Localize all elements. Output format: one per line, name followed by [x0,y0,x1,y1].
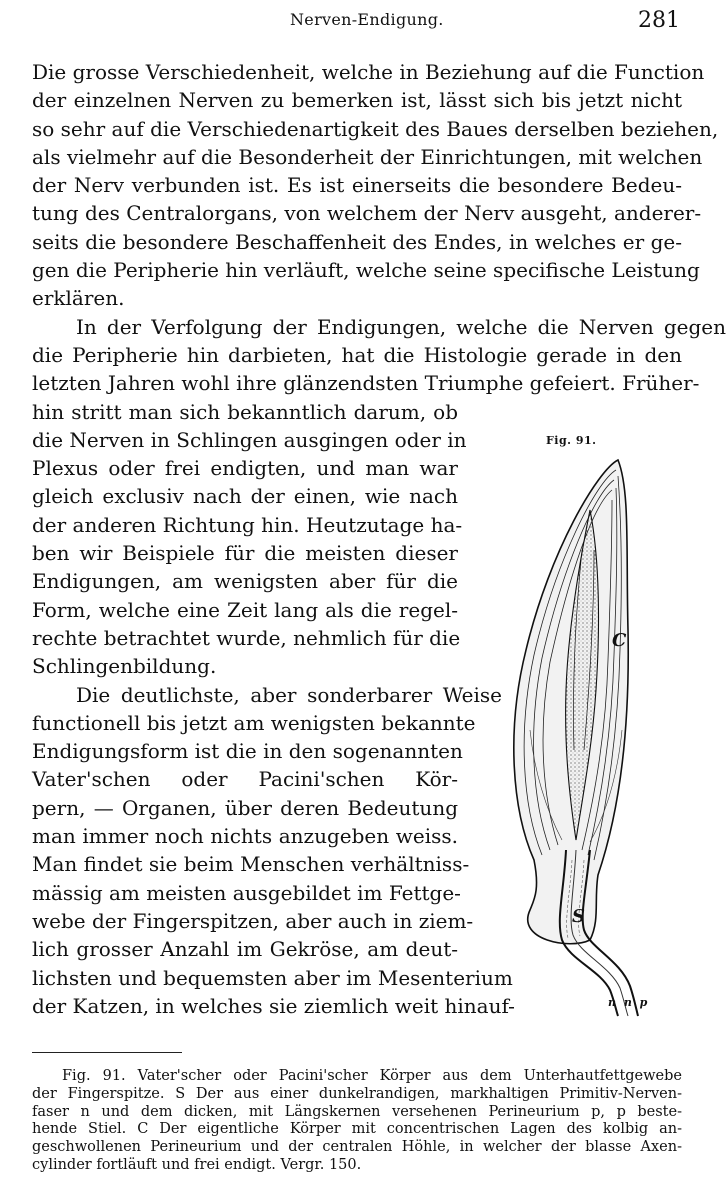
text-line: seits die besondere Beschaffenheit des Endes, in welches er ge- [32,229,682,254]
text-line: lichsten und bequemsten aber im Mesenterium [32,965,513,990]
running-head [0,6,708,36]
text-line: tung des Centralorgans, von welchem der Nerv ausgeht, anderer- [32,201,702,226]
page-number: 281 [638,8,680,33]
text-line: gen die Peripherie hin verläuft, welche seine specifische Leistung [32,258,700,283]
text-line: ben wir Beispiele für die meisten dieser [32,541,458,566]
caption-line: geschwollenen Perineurium und der centralen Höhle, in welcher der blasse Axen- [32,1139,682,1156]
text-line: lich grosser Anzahl im Gekröse, am deut- [32,937,458,962]
text-line: gleich exclusiv nach der einen, wie nach [32,484,458,509]
text-line: der Katzen, in welches sie ziemlich weit hinauf- [32,993,515,1018]
caption-line: hende Stiel. C Der eigentliche Körper mit concentrischen Lagen des kolbig an- [32,1121,682,1138]
text-line: mässig am meisten ausgebildet im Fettge- [32,880,461,905]
text-line: die Peripherie hin darbieten, hat die Histologie gerade in den [32,342,682,367]
text-line: Form, welche eine Zeit lang als die regel- [32,597,458,622]
caption-line: Fig. 91. Vater'scher oder Pacini'scher Körper aus dem Unterhautfettgewebe [62,1068,682,1084]
text-line: als vielmehr auf die Besonderheit der Einrichtungen, mit welchen [32,144,703,169]
text-line: der anderen Richtung hin. Heutzutage ha- [32,512,463,537]
text-line: Die grosse Verschiedenheit, welche in Beziehung auf die Function [32,60,705,84]
text-line: Plexus oder frei endigten, und man war [32,456,458,481]
caption-line: cylinder fortläuft und frei endigt. Vergr. 150. [32,1156,362,1173]
text-line: Die deutlichste, aber sonderbarer Weise [76,682,502,707]
text-line: In der Verfolgung der Endigungen, welche die Nerven gegen [76,314,726,339]
text-line: Vater'schen oder Pacini'schen Kör- [32,767,458,792]
text-line: rechte betrachtet wurde, nehmlich für die [32,625,461,650]
text-line: Endigungsform ist die in den sogenannten [32,739,463,764]
text-line: Man findet sie beim Menschen verhältniss- [32,852,470,877]
text-line: letzten Jahren wohl ihre glänzendsten Triumphe gefeiert. Früher- [32,371,700,396]
figure-caption [32,1068,682,1175]
figure-letter-c: C [612,630,627,651]
text-line: Endigungen, am wenigsten aber für die [32,569,458,594]
text-line: erklären. [32,286,125,311]
text-line: pern, — Organen, über deren Bedeutung [32,795,458,820]
text-line: so sehr auf die Verschiedenartigkeit des Baues derselben beziehen, [32,116,719,141]
running-title: Nerven-Endigung. [290,10,444,29]
figure-label: Fig. 91. [546,434,597,447]
text-line: webe der Fingerspitzen, aber auch in ziem- [32,908,474,933]
text-line: Schlingenbildung. [32,654,217,679]
text-line: hin stritt man sich bekanntlich darum, ob [32,399,458,424]
figure-letter-s: S [572,906,585,927]
text-line: functionell bis jetzt am wenigsten bekannte [32,710,476,735]
text-line: man immer noch nichts anzugeben weiss. [32,824,458,849]
pacinian-corpuscle-illustration [490,430,660,1020]
caption-line: faser n und dem dicken, mit Längskernen versehenen Perineurium p, p beste- [32,1103,682,1120]
figure-91 [490,430,660,1020]
text-line: der Nerv verbunden ist. Es ist einerseits die besondere Bedeu- [32,173,682,198]
text-line: der einzelnen Nerven zu bemerken ist, lässt sich bis jetzt nicht [32,88,682,113]
caption-line: der Fingerspitze. S Der aus einer dunkelrandigen, markhaltigen Primitiv-Nerven- [32,1085,682,1102]
figure-letter-np: n n p [608,996,650,1009]
text-line: die Nerven in Schlingen ausgingen oder in [32,427,467,452]
footnote-rule [32,1052,182,1053]
